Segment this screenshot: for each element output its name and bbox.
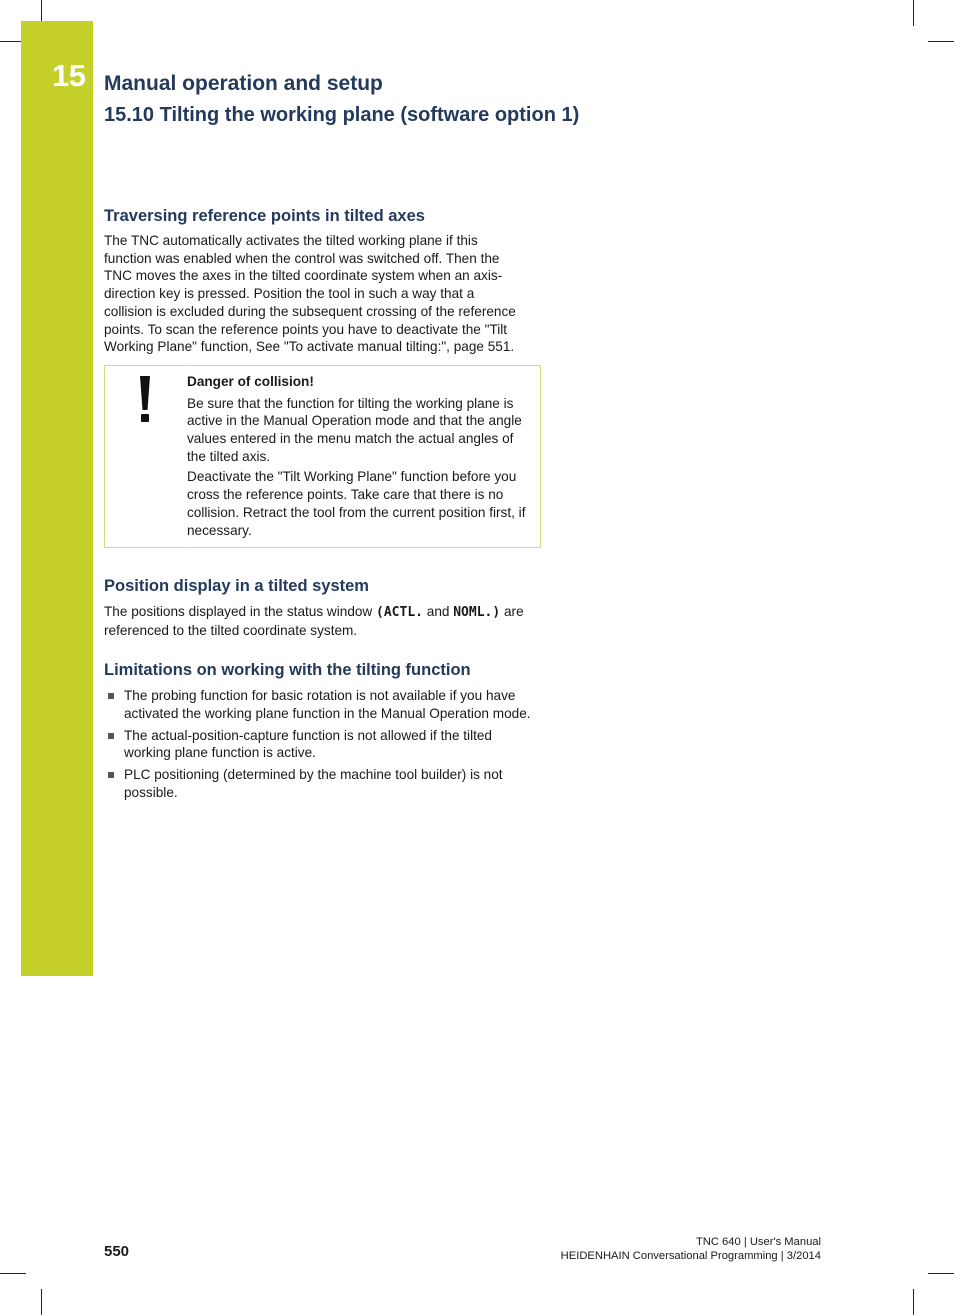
square-bullet-icon	[108, 693, 114, 699]
section-title: 15.10 Tilting the working plane (software option 1)	[104, 104, 580, 126]
position-text-after: are referenced to the tilted coordinate system.	[104, 603, 524, 638]
heading-limitations: Limitations on working with the tilting function	[104, 661, 471, 680]
main-content	[104, 205, 544, 806]
exclamation-icon	[135, 376, 155, 424]
list-item	[104, 766, 534, 801]
position-text-before: The positions displayed in the status window	[104, 603, 377, 619]
crop-mark	[913, 1289, 914, 1315]
warning-title: Danger of collision!	[187, 373, 314, 389]
warning-body	[187, 373, 535, 539]
warning-paragraph-2: Deactivate the "Tilt Working Plane" function before you cross the reference points. Take care that there is no collision. Retract the tool from the current position first, if necessary.	[187, 469, 526, 538]
chapter-band	[21, 21, 93, 976]
chapter-title: Manual operation and setup	[104, 72, 383, 95]
limitations-list	[104, 687, 534, 801]
crop-mark	[913, 0, 914, 26]
heading-traversing: Traversing reference points in tilted axes	[104, 207, 425, 225]
list-item-text: PLC positioning (determined by the machine tool builder) is not possible.	[124, 767, 503, 800]
square-bullet-icon	[108, 733, 114, 739]
list-item	[104, 687, 534, 722]
warning-paragraph-1: Be sure that the function for tilting the working plane is active in the Manual Operation mode and that the angle values entered in the menu match the actual angles of the tilted axis.	[187, 395, 522, 464]
footer-line-2: HEIDENHAIN Conversational Programming | 3/2014	[560, 1250, 821, 1262]
footer-line-1: TNC 640 | User's Manual	[695, 1236, 821, 1248]
paragraph-position-display	[104, 603, 544, 639]
list-item-text: The probing function for basic rotation is not available if you have activated the working plane function in the Manual Operation mode.	[124, 688, 531, 722]
footer-info	[561, 1235, 821, 1263]
position-text-middle: and	[423, 603, 454, 619]
crop-mark	[41, 1289, 42, 1315]
warning-box	[104, 365, 541, 548]
heading-position-display: Position display in a tilted system	[104, 576, 369, 595]
chapter-number: 15	[52, 58, 86, 93]
page-number: 550	[104, 1243, 130, 1260]
code-noml: NOML.)	[453, 604, 501, 620]
crop-mark	[0, 1273, 26, 1274]
square-bullet-icon	[108, 772, 114, 778]
paragraph-traversing: The TNC automatically activates the tilted working plane if this function was enabled when the control was switched off. Then the TNC moves the axes in the tilted coordinate system when an axis-direction key is pressed. Position the tool in such a way that a collision is excluded during the subsequent crossing of the reference points. To scan the reference points you have to deactivate the "Tilt Working Plane" function, See "To activate manual tilting:", page 551.	[104, 233, 516, 355]
code-actl: (ACTL.	[376, 604, 423, 620]
crop-mark	[928, 1273, 954, 1274]
crop-mark	[928, 41, 954, 42]
list-item-text: The actual-position-capture function is not allowed if the tilted working plane function is active.	[124, 727, 492, 761]
list-item	[104, 727, 534, 762]
